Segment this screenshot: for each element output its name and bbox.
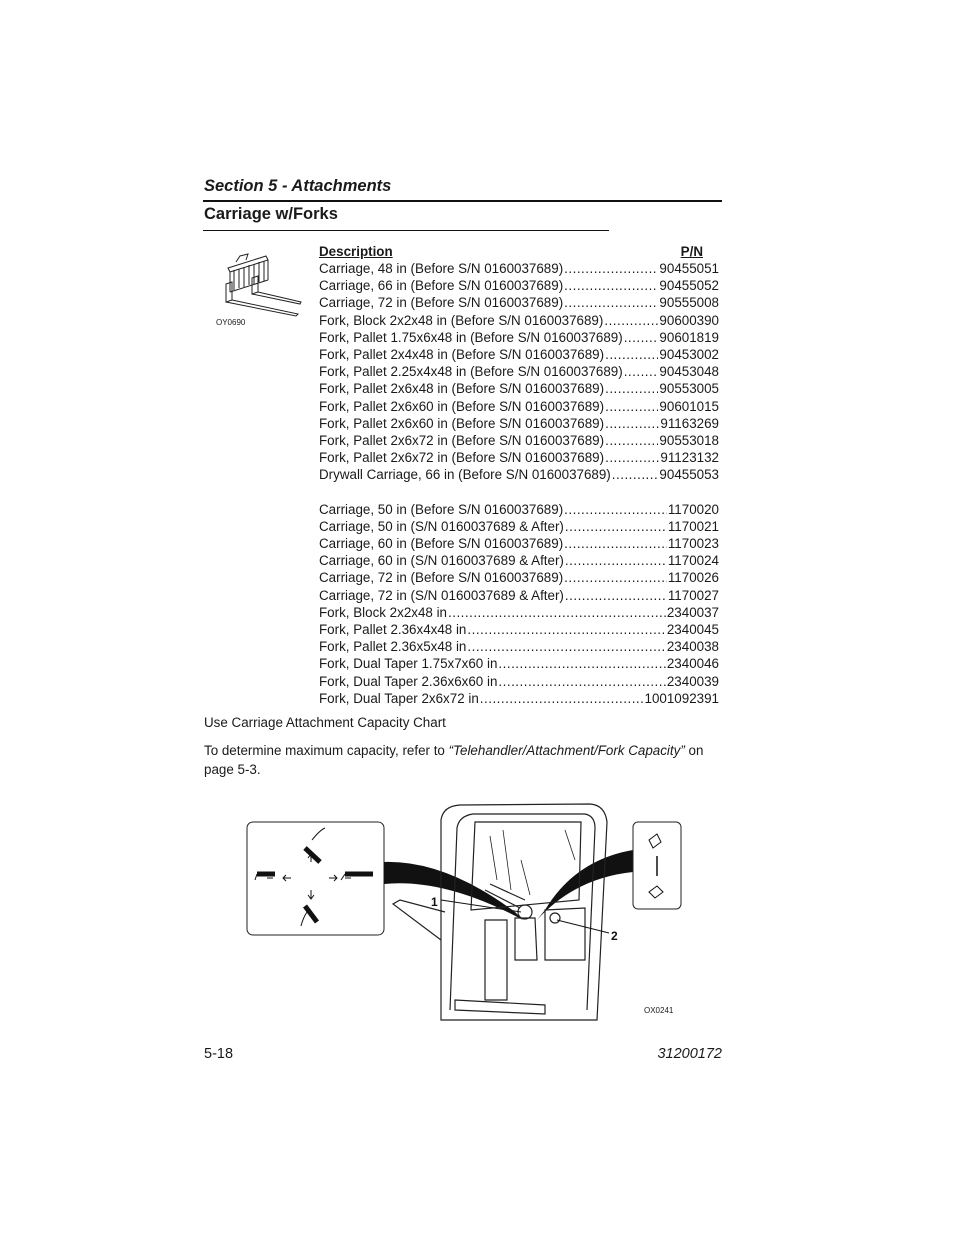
parts-row: [319, 346, 719, 363]
parts-row: [319, 380, 719, 397]
parts-row: [319, 449, 719, 466]
group-spacer: [319, 483, 719, 500]
section-title: Section 5 - Attachments: [204, 177, 392, 195]
parts-row: [319, 294, 719, 311]
subsection-title: Carriage w/Forks: [204, 205, 338, 223]
part-number: 1170023: [667, 536, 719, 551]
part-number: 90455052: [659, 278, 719, 294]
callout-1: 1: [431, 895, 438, 909]
part-description: Carriage, 72 in (Before S/N 0160037689): [319, 570, 564, 586]
part-description: Fork, Dual Taper 2.36x6x60 in: [319, 673, 498, 689]
parts-row: [319, 518, 719, 535]
parts-row: [319, 552, 719, 569]
document-number: 31200172: [657, 1046, 722, 1062]
part-description: Fork, Pallet 2x6x72 in (Before S/N 0160037689): [319, 432, 605, 448]
subsection-rule: [203, 230, 609, 231]
part-number: 90600390: [659, 312, 719, 328]
cab-controls-illustration: [245, 800, 685, 1025]
part-description: Fork, Pallet 2x6x72 in (Before S/N 0160037689): [319, 450, 605, 466]
part-number: 1170020: [667, 501, 719, 517]
part-description: Carriage, 48 in (Before S/N 0160037689): [319, 261, 564, 276]
header-rule: [203, 200, 722, 202]
part-number: 1001092391: [644, 690, 719, 706]
cab-interior-illustration: [393, 804, 607, 1020]
part-description: Carriage, 60 in (Before S/N 0160037689): [319, 536, 564, 551]
part-description: Carriage, 50 in (S/N 0160037689 & After): [319, 518, 564, 534]
header-pn: P/N: [680, 244, 703, 259]
parts-row: [319, 569, 719, 586]
part-description: Fork, Block 2x2x48 in (Before S/N 0160037689): [319, 312, 604, 328]
parts-table: [319, 243, 719, 707]
reference-prefix: To determine maximum capacity, refer to: [204, 743, 449, 758]
figure-small-label: OY0690: [216, 318, 246, 327]
carriage-with-forks-illustration: [218, 250, 302, 320]
parts-table-header: [319, 243, 719, 260]
parts-row: [319, 363, 719, 380]
part-description: Fork, Pallet 2.25x4x48 in (Before S/N 0160037689): [319, 364, 623, 380]
part-description: Fork, Pallet 1.75x6x48 in (Before S/N 0160037689): [319, 329, 623, 345]
parts-row: [319, 604, 719, 621]
parts-row: [319, 329, 719, 346]
figure-big-label: OX0241: [644, 1006, 674, 1015]
parts-row: [319, 655, 719, 672]
part-number: 1170024: [667, 553, 719, 569]
part-number: 90453002: [659, 346, 719, 362]
parts-row: [319, 415, 719, 432]
tilt-switch-decal: [633, 822, 681, 909]
part-number: 90555008: [659, 295, 719, 311]
part-description: Carriage, 66 in (Before S/N 0160037689): [319, 278, 564, 294]
part-number: 90553005: [659, 381, 719, 397]
part-description: Fork, Dual Taper 1.75x7x60 in: [319, 656, 498, 672]
parts-row: [319, 621, 719, 638]
part-number: 90453048: [659, 364, 719, 380]
reference-suffix: on page 5-3.: [204, 743, 704, 777]
part-description: Fork, Pallet 2x6x60 in (Before S/N 0160037689): [319, 398, 605, 414]
page-number: 5-18: [204, 1046, 234, 1062]
parts-row: [319, 432, 719, 449]
part-number: 91163269: [660, 415, 719, 431]
part-number: 90553018: [659, 432, 719, 448]
part-description: Carriage, 50 in (Before S/N 0160037689): [319, 501, 564, 517]
joystick-direction-decal: [247, 822, 384, 935]
capacity-reference-paragraph: [204, 741, 724, 779]
part-description: Carriage, 60 in (S/N 0160037689 & After): [319, 553, 564, 569]
part-number: 2340037: [666, 604, 719, 620]
part-description: Fork, Pallet 2.36x4x48 in: [319, 621, 467, 637]
part-description: Carriage, 72 in (Before S/N 0160037689): [319, 295, 564, 311]
parts-row: [319, 690, 719, 707]
header-description: Description: [319, 244, 393, 259]
part-number: 1170021: [667, 518, 719, 534]
parts-row: [319, 673, 719, 690]
parts-row: [319, 535, 719, 552]
part-number: 90455053: [659, 467, 719, 483]
reference-link: “Telehandler/Attachment/Fork Capacity”: [448, 743, 685, 758]
parts-row: [319, 587, 719, 604]
parts-row: [319, 260, 719, 277]
part-description: Drywall Carriage, 66 in (Before S/N 0160037689): [319, 467, 611, 483]
part-description: Fork, Pallet 2x6x60 in (Before S/N 0160037689): [319, 415, 605, 431]
part-number: 2340046: [666, 656, 719, 672]
part-description: Fork, Dual Taper 2x6x72 in: [319, 690, 479, 706]
parts-row: [319, 638, 719, 655]
part-number: 90455051: [659, 261, 719, 276]
parts-row: [319, 312, 719, 329]
part-number: 2340039: [666, 673, 719, 689]
part-number: 90601819: [659, 329, 719, 345]
part-description: Fork, Block 2x2x48 in: [319, 604, 448, 620]
parts-row: [319, 277, 719, 294]
part-number: 2340045: [666, 621, 719, 637]
callout-2: 2: [611, 929, 618, 943]
part-number: 1170026: [667, 570, 719, 586]
part-number: 2340038: [666, 639, 719, 655]
capacity-chart-note: Use Carriage Attachment Capacity Chart: [204, 715, 446, 730]
part-description: Fork, Pallet 2x6x48 in (Before S/N 0160037689): [319, 381, 605, 397]
part-description: Fork, Pallet 2.36x5x48 in: [319, 639, 467, 655]
parts-row: [319, 398, 719, 415]
part-number: 90601015: [659, 398, 719, 414]
part-number: 1170027: [667, 587, 719, 603]
parts-row: [319, 466, 719, 483]
part-number: 91123132: [660, 450, 719, 466]
part-description: Fork, Pallet 2x4x48 in (Before S/N 0160037689): [319, 346, 605, 362]
parts-row: [319, 501, 719, 518]
part-description: Carriage, 72 in (S/N 0160037689 & After): [319, 587, 564, 603]
